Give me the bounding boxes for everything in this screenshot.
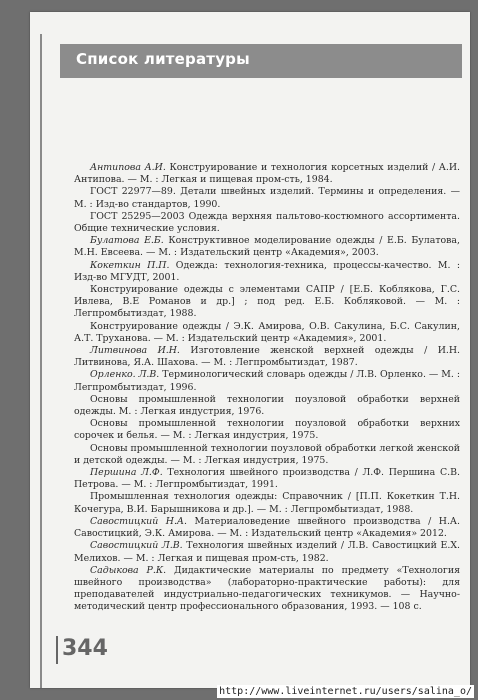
reference-entry xyxy=(74,540,460,564)
reference-list xyxy=(74,162,460,614)
reference-text: Дидактические материалы по предмету «Технология швейного производства» (лабораторно-практические работы): для преподавателей индустриально-педагогических техникумов. — Научно-методический центр профессионального образования, 1993. — 108 с. xyxy=(74,564,460,613)
reference-entry xyxy=(74,284,460,321)
reference-text: Технология швейного производства / Л.Ф. Першина С.В. Петрова. — М. : Легпромбытиздат, 1991. xyxy=(74,467,460,491)
reference-entry xyxy=(74,394,460,418)
reference-entry xyxy=(74,235,460,259)
reference-author: Антипова А.И. xyxy=(90,162,166,173)
reference-author: Першина Л.Ф. xyxy=(90,467,163,479)
reference-entry xyxy=(74,162,460,186)
reference-entry xyxy=(74,565,460,614)
reference-entry xyxy=(74,467,460,491)
reference-entry xyxy=(74,211,460,235)
reference-text: Технология швейных изделий / Л.В. Савостицкий Е.Х. Мелихов. — М. : Легкая и пищевая пром-сть, 1982. xyxy=(74,540,460,564)
reference-text: Материаловедение швейного производства / Н.А. Савостицкий, Э.К. Амирова. — М. : Издательский центр «Академия» 2012. xyxy=(74,515,461,540)
reference-text: Конструирование одежды с элементами САПР / [Е.Б. Коблякова, Г.С. Ивлева, В.Е Романов и др.] ; под ред. Е.Б. Кобляковой. — М. : Легпромбытиздат, 1988. xyxy=(74,284,460,320)
reference-text: Основы промышленной технологии поузловой обработки легкой женской и детской одежды. — М. : Легкая индустрия, 1975. xyxy=(74,442,460,466)
reference-text: ГОСТ 22977—89. Детали швейных изделий. Термины и определения. — М. : Изд-во стандартов, 1990. xyxy=(74,186,460,210)
page-number: 344 xyxy=(62,636,108,661)
reference-text: ГОСТ 25295—2003 Одежда верхняя пальтово-костюмного ассортимента. Общие технические условия. xyxy=(74,210,460,235)
reference-author: Орленко. Л.В. xyxy=(90,369,160,381)
section-title: Список литературы xyxy=(76,50,250,68)
reference-text: Конструирование и технология корсетных изделий / А.И. Антипова. — М. : Легкая и пищевая пром-сть, 1984. xyxy=(74,162,461,186)
reference-entry xyxy=(74,186,460,210)
page-number-rule xyxy=(56,636,58,664)
reference-entry xyxy=(74,260,460,284)
reference-entry xyxy=(74,321,460,345)
reference-text: Промышленная технология одежды: Справочник / [П.П. Кокеткин Т.Н. Кочегура, В.И. Барышникова и др.]. — М. : Легпромбытиздат, 1988. xyxy=(74,491,460,515)
reference-entry xyxy=(74,516,460,540)
reference-entry xyxy=(74,345,460,369)
reference-text: Основы промышленной технологии поузловой обработки верхней одежды. М. : Легкая индустрия, 1976. xyxy=(74,393,460,418)
reference-text: Основы промышленной технологии поузловой обработки верхних сорочек и белья. — М. : Легкая индустрия, 1975. xyxy=(74,418,460,442)
reference-text: Конструирование одежды / Э.К. Амирова, О.В. Сакулина, Б.С. Сакулин, А.Т. Труханова. — М. : Издательский центр «Академия», 2001. xyxy=(74,320,460,344)
reference-author: Садыкова Р.К. xyxy=(90,564,167,576)
reference-author: Литвинова И.Н. xyxy=(90,345,180,357)
reference-entry xyxy=(74,443,460,467)
reference-text: Терминологический словарь одежды / Л.В. Орленко. — М. : Легпромбытиздат, 1996. xyxy=(74,369,460,393)
margin-rule xyxy=(40,34,42,688)
source-url[interactable]: http://www.liveinternet.ru/users/salina_o/ xyxy=(219,686,472,697)
reference-entry xyxy=(74,491,460,515)
reference-author: Кокеткин П.П. xyxy=(90,259,170,271)
book-page xyxy=(30,12,470,688)
reference-text: Изготовление женской верхней одежды / И.Н. Литвинова, Я.А. Шахова. — М. : Легпромбытиздат, 1987. xyxy=(74,345,461,369)
reference-text: Одежда: технология-техника, процессы-качество. М. : Изд-во МГУДТ, 2001. xyxy=(74,259,460,283)
reference-author: Савостицкий Н.А. xyxy=(90,515,188,527)
reference-author: Булатова Е.Б. xyxy=(90,235,164,247)
reference-entry xyxy=(74,369,460,393)
section-header xyxy=(60,44,462,78)
reference-entry xyxy=(74,418,460,442)
reference-text: Конструктивное моделирование одежды / Е.Б. Булатова, М.Н. Евсеева. — М. : Издательский центр «Академия», 2003. xyxy=(74,235,460,259)
reference-author: Савостицкий Л.В. xyxy=(90,540,183,552)
